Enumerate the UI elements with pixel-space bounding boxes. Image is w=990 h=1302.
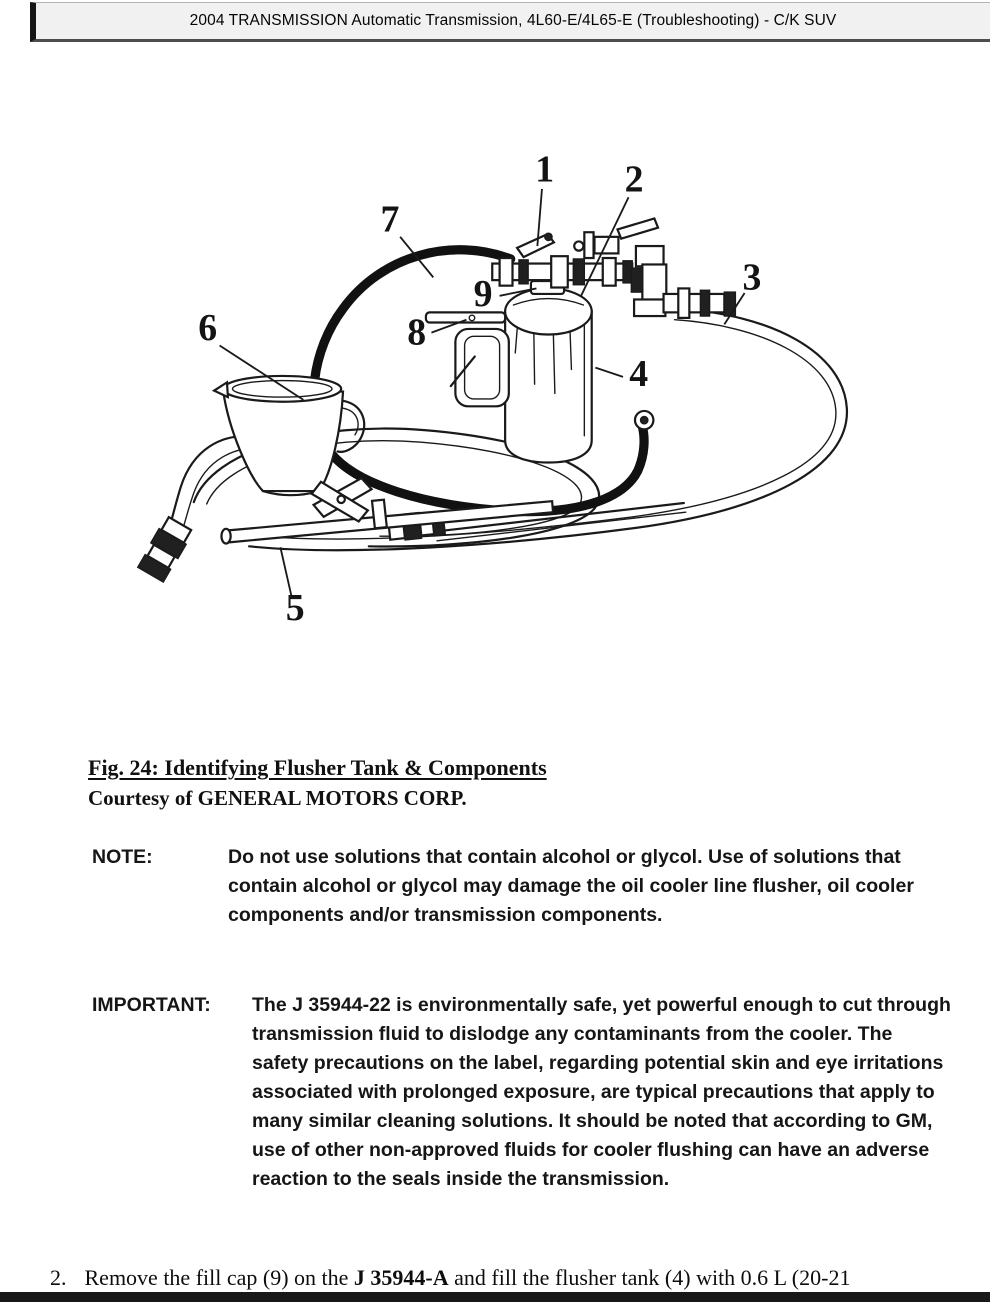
note-text: Do not use solutions that contain alcohol or glycol. Use of solutions that contain alcohol or glycol may damage the oil cooler line flusher, oil cooler components and/or transmission components. xyxy=(228,846,914,926)
important-text: The J 35944-22 is environmentally safe, yet powerful enough to cut through transmission fluid to dislodge any contaminants from the cooler. The safety precautions on the label, regarding potential skin and eye irritations associated with prolonged exposure, are typical precautions that apply to many similar cleaning solutions. It should be noted that according to GM, use of other non-approved fluids for cooler flushing can have an adverse reaction to the seals inside the transmission. xyxy=(252,994,951,1190)
note-block xyxy=(92,843,934,930)
figure-caption-title: Fig. 24: Identifying Flusher Tank & Components xyxy=(88,755,547,780)
callout-number-3: 3 xyxy=(742,256,762,299)
step-tool-name: J 35944-A xyxy=(353,1265,449,1290)
callout-number-5: 5 xyxy=(285,587,305,630)
callout-number-2: 2 xyxy=(624,158,644,201)
note-label: NOTE: xyxy=(92,846,153,868)
callout-number-7: 7 xyxy=(380,198,400,241)
figure-caption xyxy=(88,755,547,811)
header-bar xyxy=(30,2,990,42)
flusher-tank xyxy=(505,266,592,462)
measuring-cup xyxy=(214,376,364,495)
important-label: IMPORTANT: xyxy=(92,994,211,1016)
important-block xyxy=(92,991,952,1194)
step-number: 2. xyxy=(50,1265,67,1290)
cup-spout xyxy=(214,382,228,397)
hose-end-fitting xyxy=(137,516,194,583)
callout-number-1: 1 xyxy=(535,148,555,191)
tank-dome xyxy=(505,288,592,334)
figure-caption-courtesy: Courtesy of GENERAL MOTORS CORP. xyxy=(88,786,467,810)
callout-number-4: 4 xyxy=(629,353,649,396)
procedure-step-2 xyxy=(50,1265,985,1291)
tank-bracket xyxy=(426,312,509,406)
callout-number-8: 8 xyxy=(407,311,427,354)
callout-number-9: 9 xyxy=(473,272,493,315)
page-bottom-bar xyxy=(0,1292,990,1302)
page-title: 2004 TRANSMISSION Automatic Transmission, 4L60-E/4L65-E (Troubleshooting) - C/K SUV xyxy=(189,12,837,29)
callout-number-6: 6 xyxy=(198,307,218,350)
step-text-before: Remove the fill cap (9) on the xyxy=(84,1265,354,1290)
figure-24-illustration xyxy=(0,60,990,760)
step-text-after: and fill the flusher tank (4) with 0.6 L (20-21 xyxy=(448,1265,851,1290)
callout-leader-4 xyxy=(595,368,623,377)
